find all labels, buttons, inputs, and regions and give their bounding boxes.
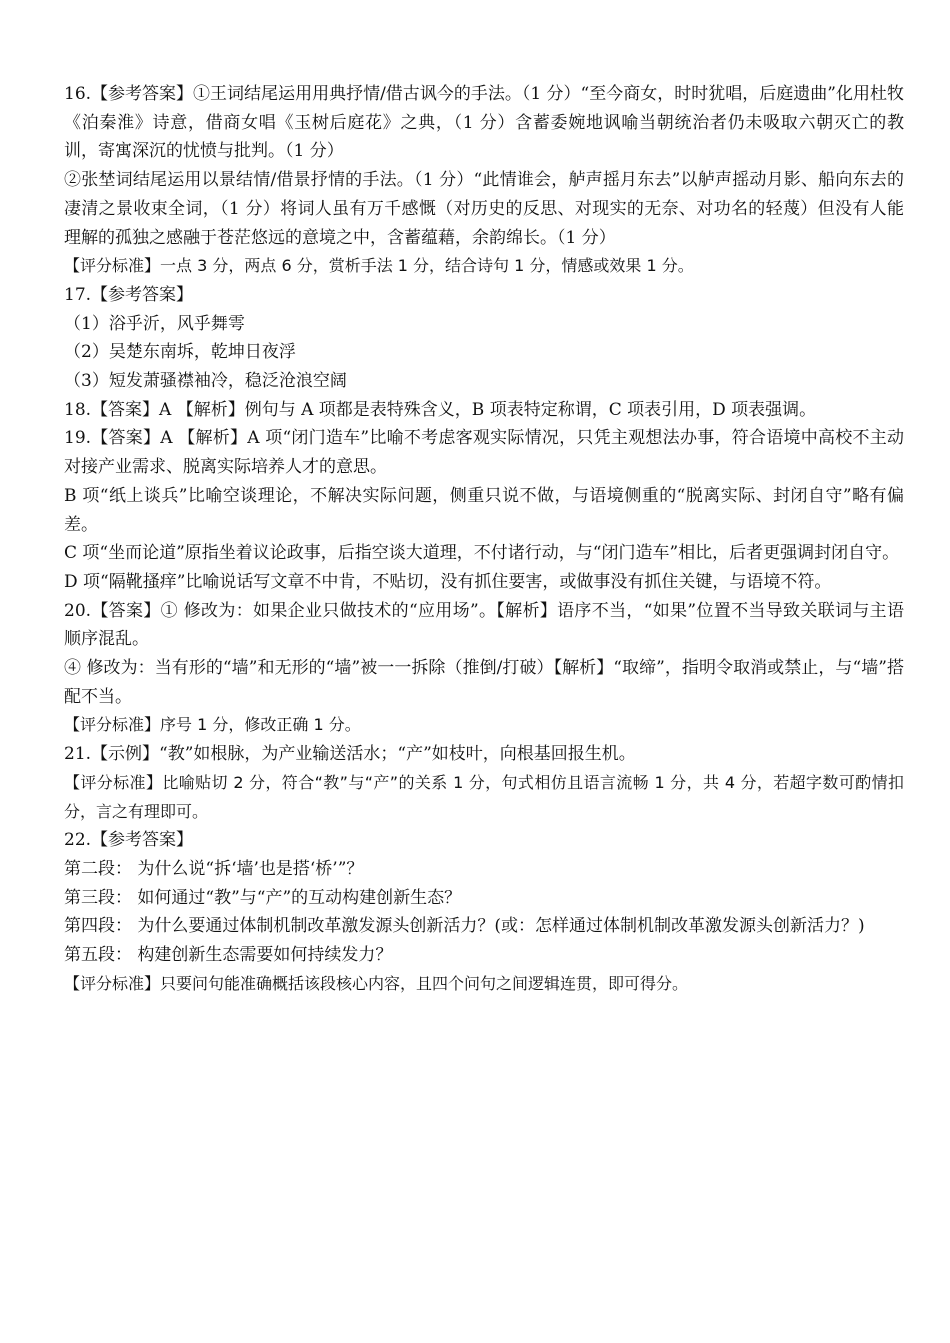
q16-answer-part1: 16.【参考答案】①王词结尾运用用典抒情/借古讽今的手法。（1 分）“至今商女，时时犹唱，后庭遗曲”化用杜牧《泊秦淮》诗意，借商女唱《玉树后庭花》之典，（1 分）含蓄委婉地讽喻当朝统治者仍未吸取六朝灭亡的教训，寄寓深沉的忧愤与批判。（1 分） — [64, 84, 904, 162]
q17-answer-2: （2）吴楚东南坼，乾坤日夜浮 — [64, 342, 296, 363]
q20-answer-4: ④ 修改为：当有形的“墙”和无形的“墙”被一一拆除（推倒/打破）【解析】“取缔”，指明令取消或禁止，与“墙”搭配不当。 — [64, 658, 904, 707]
q17-answer-1: （1）浴乎沂，风乎舞雩 — [64, 313, 245, 334]
q22-paragraph-5: 第五段： 构建创新生态需要如何持续发力？ — [64, 945, 393, 966]
q16-answer-part2: ②张埜词结尾运用以景结情/借景抒情的手法。（1 分）“此情谁会，舻声摇月东去”以舻声摇动月影、船向东去的凄清之景收束全词，（1 分）将词人虽有万千感慨（对历史的反思、对现实的无奈、对功名的轻蔑）但没有人能理解的孤独之感融于苍茫悠远的意境之中，含蓄蕴藉，余韵绵长。（1 分） — [64, 170, 904, 248]
q22-paragraph-2: 第二段： 为什么说“拆‘墙’也是搭‘桥’”？ — [64, 858, 364, 879]
q21-example: 21.【示例】“教”如根脉，为产业输送活水；“产”如枝叶，向根基回报生机。 — [64, 744, 636, 765]
q18-answer: 18.【答案】A 【解析】例句与 A 项都是表特殊含义，B 项表特定称谓，C 项表引用，D 项表强调。 — [64, 399, 817, 420]
q20-answer-1: 20.【答案】① 修改为：如果企业只做技术的“应用场”。【解析】语序不当，“如果”位置不当导致关联词与主语顺序混乱。 — [64, 600, 904, 650]
q22-scoring-standard: 【评分标准】只要问句能准确概括该段核心内容，且四个问句之间逻辑连贯，即可得分。 — [64, 973, 689, 993]
q22-paragraph-4: 第四段： 为什么要通过体制机制改革激发源头创新活力？(或：怎样通过体制机制改革激发源头创新活力？) — [64, 916, 865, 937]
q21-scoring-standard: 【评分标准】比喻贴切 2 分，符合“教”与“产”的关系 1 分，句式相仿且语言流畅 1 分，共 4 分，若超字数可酌情扣分，言之有理即可。 — [64, 772, 904, 821]
q17-answer-3: （3）短发萧骚襟袖冷，稳泛沧浪空阔 — [64, 371, 347, 392]
q19-option-d: D 项“隔靴搔痒”比喻说话写文章不中肯，不贴切，没有抓住要害，或做事没有抓住关键，与语境不符。 — [64, 571, 832, 592]
q19-answer: 19.【答案】A 【解析】A 项“闭门造车”比喻不考虑客观实际情况，只凭主观想法办事，符合语境中高校不主动对接产业需求、脱离实际培养人才的意思。 — [64, 428, 904, 478]
q17-heading: 17.【参考答案】 — [64, 284, 194, 305]
answer-document — [64, 80, 904, 999]
q22-heading: 22.【参考答案】 — [64, 830, 194, 851]
q19-option-c: C 项“坐而论道”原指坐着议论政事，后指空谈大道理，不付诸行动，与“闭门造车”相比，后者更强调封闭自守。 — [64, 543, 900, 564]
q19-option-b: B 项“纸上谈兵”比喻空谈理论，不解决实际问题，侧重只说不做，与语境侧重的“脱离实际、封闭自守”略有偏差。 — [64, 485, 904, 535]
q16-scoring-standard: 【评分标准】一点 3 分，两点 6 分，赏析手法 1 分，结合诗句 1 分，情感或效果 1 分。 — [64, 256, 694, 276]
q22-paragraph-3: 第三段： 如何通过“教”与“产”的互动构建创新生态？ — [64, 887, 462, 908]
q20-scoring-standard: 【评分标准】序号 1 分，修改正确 1 分。 — [64, 715, 361, 735]
